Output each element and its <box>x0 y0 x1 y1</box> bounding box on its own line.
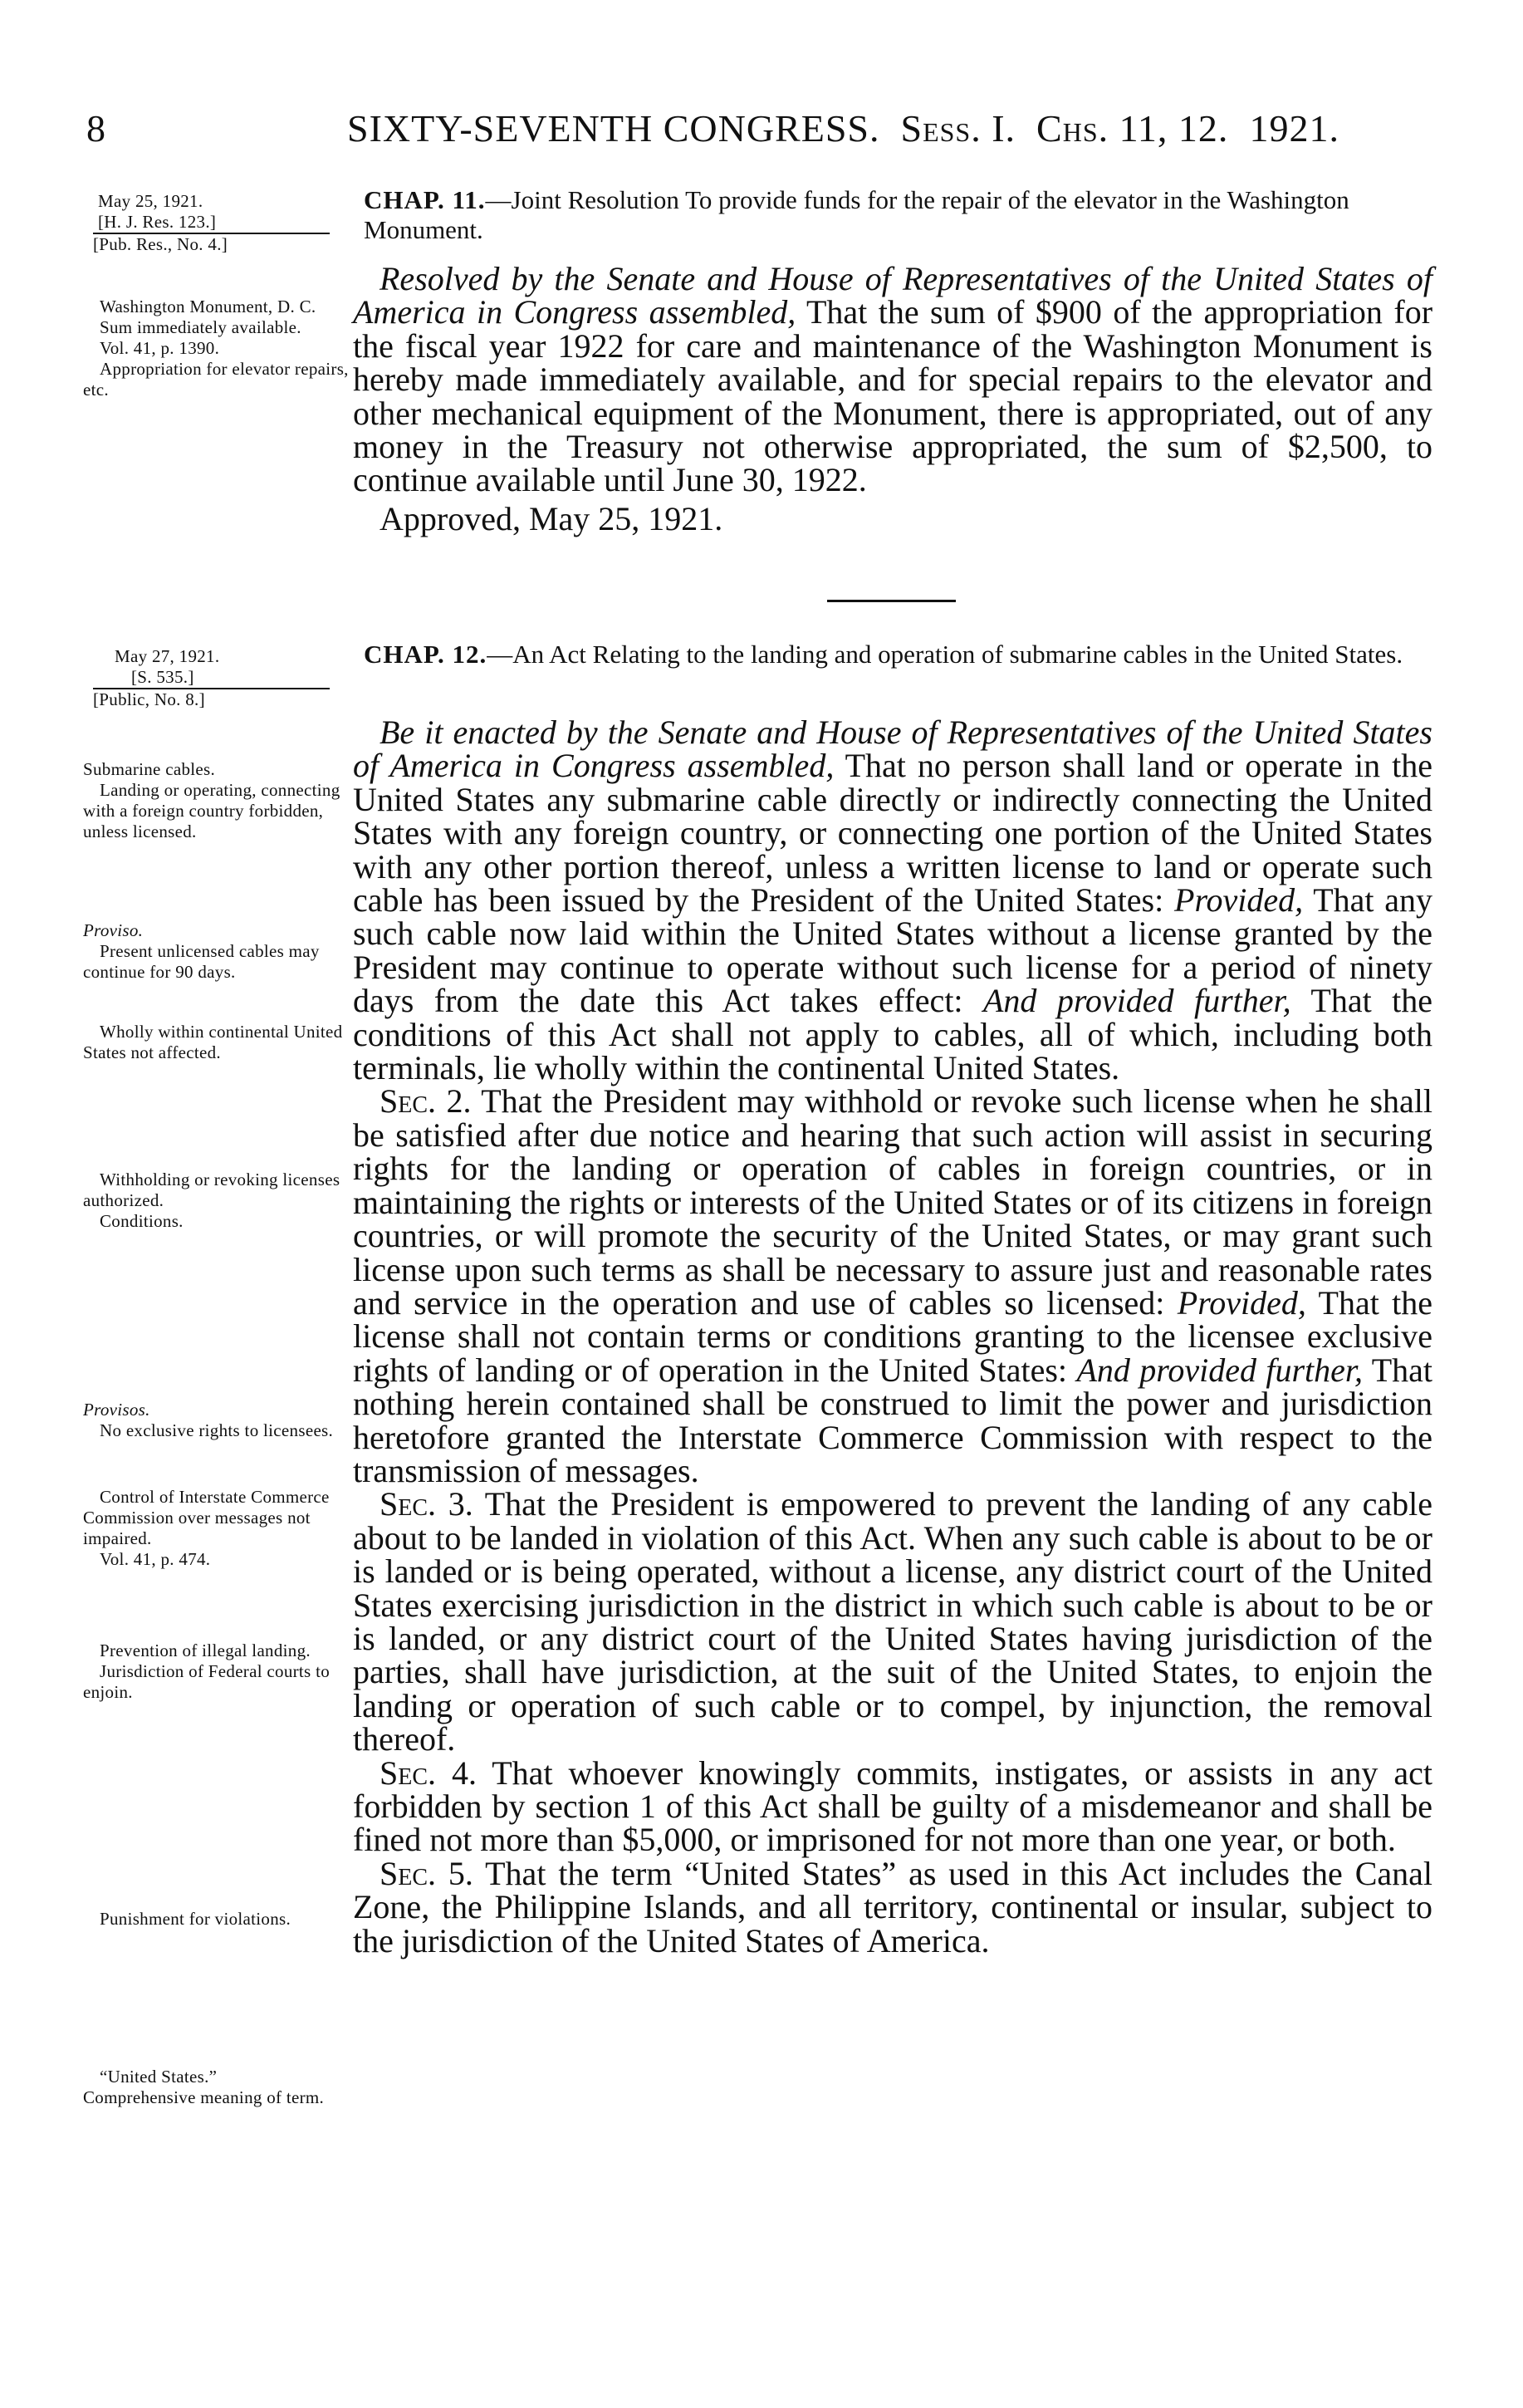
margin-note-sum-available: Sum immediately available. <box>100 317 301 337</box>
sec5-label: Sec. 5. <box>380 1854 473 1892</box>
chapters-numbers: 11, 12. <box>1119 107 1229 150</box>
chap12-margin-proviso1 <box>83 920 347 983</box>
chap12-section3 <box>353 1485 1433 1758</box>
chap11-pub: [Pub. Res., No. 4.] <box>93 233 330 255</box>
header-year: 1921. <box>1249 107 1339 150</box>
chap11-margin-notes <box>83 297 349 400</box>
chap12-margin-submarine <box>83 759 347 842</box>
chap12-margin-control <box>83 1487 347 1570</box>
sec3-label: Sec. 3. <box>380 1485 473 1523</box>
sec2-and-provided-further: And provided further, <box>1076 1351 1364 1389</box>
chap12-sidenote <box>93 646 330 710</box>
sec1-text-c: That the conditions of this Act shall not apply to cables, all of which, including both terminals, lie wholly within the continental United States. <box>353 982 1432 1087</box>
margin-note-washington: Washington Monument, D. C. <box>100 297 316 316</box>
chap12-pub: [Public, No. 8.] <box>93 688 330 710</box>
chap12-margin-wholly <box>83 1022 347 1063</box>
chap11-approved: Approved, May 25, 1921. <box>380 499 723 537</box>
sec3-text: That the President is empowered to prevent the landing of any cable about to be landed in violation of this Act. When any such cable is about to be or is landed or is being operated, without a license, any district court of the United States exercising jurisdiction in the district in which such cable is about to be or is landed, or any district court of the United States having jurisdiction of the parties, shall have jurisdiction, at the suit of the United States, to enjoin the landing or operation of such cable or to compel, by injunction, the removal thereof. <box>353 1485 1433 1758</box>
chap11-sidenote <box>93 191 330 255</box>
sec2-text-c: That nothing herein contained shall be construed to limit the power and jurisdiction heretofore granted the Interstate Commerce Commission with respect to the transmission of messages. <box>353 1351 1433 1489</box>
chap12-date: May 27, 1921. <box>115 646 220 666</box>
chap12-section4 <box>353 1753 1432 1859</box>
sec2-text-b: That the license shall not contain terms or conditions granting to the licensee exclusive rights of landing or of operation in the United States: <box>353 1283 1433 1389</box>
margin-note-no-exclusive: No exclusive rights to licensees. <box>100 1420 334 1440</box>
sec2-text-a: That the President may withhold or revoke such license when he shall be satisfied after due notice and hearing that such action will assist in securing rights for the landing or operation of cables in foreign countries, or in maintaining the rights or interests of the United States or of its citizens in foreign countries, or will promote the security of the United States, or may grant such license upon such terms as shall be necessary to assure just and reasonable rates and service in the operation and use of cables so licensed: <box>353 1082 1432 1322</box>
sec1-provided: Provided, <box>1174 881 1304 920</box>
margin-note-landing: Landing or operating, connecting with a foreign country forbidden, unless licensed. <box>83 780 340 841</box>
margin-note-wholly: Wholly within continental United States not affected. <box>83 1022 343 1062</box>
chap12-margin-withholding <box>83 1170 347 1232</box>
chapter-divider <box>827 600 956 602</box>
chap12-margin-proviso2 <box>83 1400 347 1441</box>
page-header <box>0 106 1523 156</box>
margin-note-withholding: Withholding or revoking licenses authorized. <box>83 1170 340 1210</box>
margin-note-present: Present unlicensed cables may continue for 90 days. <box>83 941 320 982</box>
margin-note-proviso: Proviso. <box>83 920 144 940</box>
margin-note-vol41: Vol. 41, p. 1390. <box>100 338 220 358</box>
margin-note-prevention: Prevention of illegal landing. <box>100 1640 311 1660</box>
chap12-body <box>353 716 1432 1958</box>
chap12-margin-us-term <box>83 2067 347 2108</box>
chap12-title-text: —An Act Relating to the landing and operation of submarine cables in the United States. <box>487 640 1403 669</box>
margin-note-provisos: Provisos. <box>83 1400 150 1420</box>
chap12-label: CHAP. 12. <box>364 640 487 669</box>
running-head <box>347 106 1339 150</box>
chap12-margin-prevention <box>83 1640 347 1703</box>
chap12-section2 <box>353 1082 1433 1489</box>
enacting-clause: Be it enacted by the Senate and House of Representatives of the United States of America in Congress assembled, <box>353 714 1432 785</box>
margin-note-appropriation: Appropriation for elevator repairs, etc. <box>83 359 349 400</box>
margin-note-submarine: Submarine cables. <box>83 759 216 779</box>
chap11-title-text: —Joint Resolution To provide funds for the repair of the elevator in the Washington Monument. <box>364 185 1349 244</box>
chap12-margin-punishment <box>83 1909 347 1930</box>
page-number: 8 <box>86 107 105 150</box>
chap11-label: CHAP. 11. <box>364 185 486 214</box>
sec2-label: Sec. 2. <box>380 1082 472 1121</box>
session-number: I. <box>992 107 1016 150</box>
chap12-title <box>364 640 1443 669</box>
chap11-title <box>364 185 1443 245</box>
chap11-body <box>353 262 1432 536</box>
margin-note-us-term: “United States.” <box>100 2067 218 2087</box>
chap11-resolution <box>353 262 1432 498</box>
chap12-bill: [S. 535.] <box>131 667 194 687</box>
sec1-and-provided-further: And provided further, <box>982 982 1291 1020</box>
sec4-text: That whoever knowingly commits, instigates, or assists in any act forbidden by section 1 of this Act shall be guilty of a misdemeanor and shall be fined not more than $5,000, or imprisoned for not more than one year, or both. <box>353 1753 1432 1859</box>
sec4-label: Sec. 4. <box>380 1753 477 1792</box>
session-label: Sess. <box>900 107 982 150</box>
chapters-label: Chs. <box>1036 107 1109 150</box>
margin-note-vol474: Vol. 41, p. 474. <box>100 1549 211 1569</box>
chap11-bill: [H. J. Res. 123.] <box>98 212 217 232</box>
margin-note-conditions: Conditions. <box>100 1211 184 1231</box>
sec5-text: That the term “United States” as used in this Act includes the Canal Zone, the Philippine Islands, and all territory, continental or insular, subject to the jurisdiction of the United States of America. <box>353 1854 1432 1959</box>
chap12-section5 <box>353 1854 1432 1959</box>
margin-note-comprehensive: Comprehensive meaning of term. <box>83 2087 325 2107</box>
sec1-text-b: That any such cable now laid within the United States without a license granted by the President may continue to operate without such license for a period of ninety days from the date this Act takes effect: <box>353 881 1433 1020</box>
chap11-text: That the sum of $900 of the appropriation for the fiscal year 1922 for care and maintenance of the Washington Monument is hereby made immediately available, and for special repairs to the elevator and other mechanical equipment of the Monument, there is appropriated, out of any money in the Treasury not otherwise appropriated, the sum of $2,500, to continue available until June 30, 1922. <box>353 293 1433 499</box>
congress-name: SIXTY-SEVENTH CONGRESS. <box>347 107 880 150</box>
margin-note-control: Control of Interstate Commerce Commission over messages not impaired. <box>83 1487 330 1548</box>
chap11-date: May 25, 1921. <box>98 191 203 211</box>
margin-note-jurisdiction: Jurisdiction of Federal courts to enjoin. <box>83 1661 331 1702</box>
chap12-section1 <box>353 716 1432 1085</box>
margin-note-punishment: Punishment for violations. <box>100 1909 291 1929</box>
sec2-provided: Provided, <box>1177 1283 1306 1322</box>
resolved-clause: Resolved by the Senate and House of Representatives of the United States of America in Congress assembled, <box>353 260 1432 331</box>
sec1-text-a: That no person shall land or operate in the United States any submarine cable directly or indirectly connecting the United States with any foreign country, or connecting one portion of the United States with any other portion thereof, unless a written license to land or operate such cable has been issued by the President of the United States: <box>353 747 1432 920</box>
